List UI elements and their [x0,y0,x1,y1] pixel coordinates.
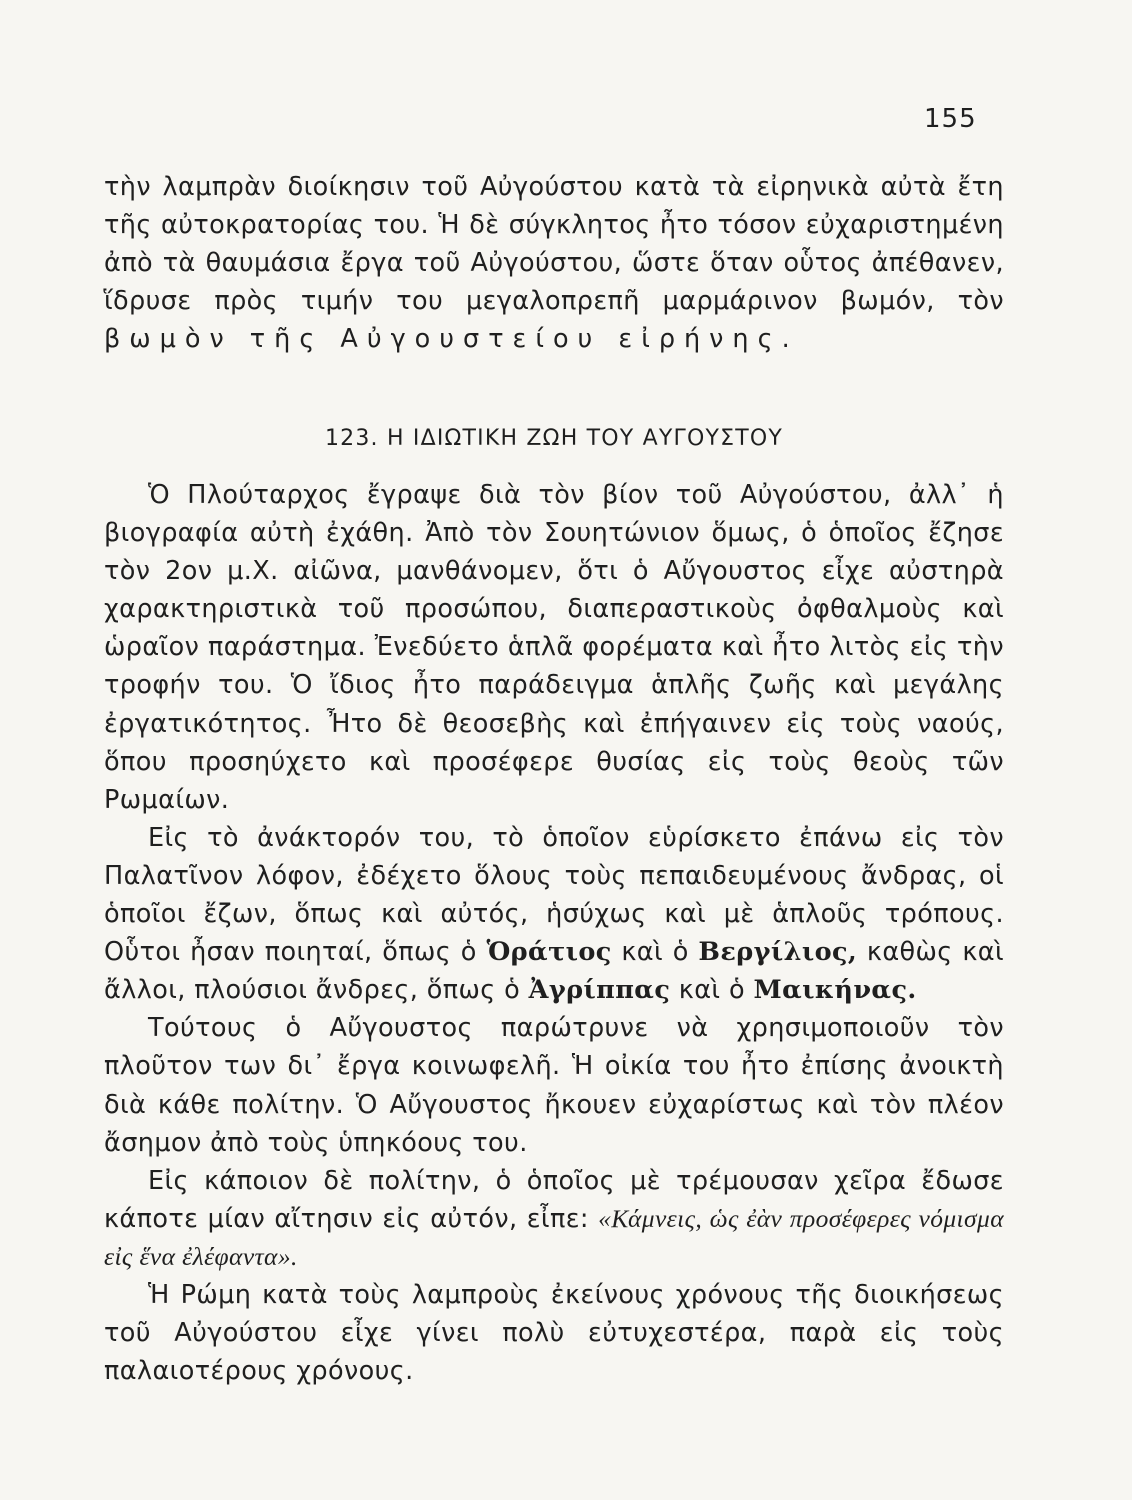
anecdote-text: Εἰς κάποιον δὲ πολίτην, ὁ ὁποῖος μὲ τρέμουσαν χεῖρα ἔδωσε κάποτε μίαν αἴτησιν εἰς αὐτόν, εἶπε: [104,1165,1004,1234]
palace-text-d: καὶ ὁ [678,975,745,1006]
paragraph-plutarch: Ὁ Πλούταρχος ἔγραψε διὰ τὸν βίον τοῦ Αὐγούστου, ἀλλ᾽ ἡ βιογραφία αὐτὴ ἐχάθη. Ἀπὸ τὸν Σουητώνιον ὅμως, ὁ ὁποῖος ἔζησε τὸν 2ον μ.Χ. αἰῶνα, μανθάνομεν, ὅτι ὁ Αὔγουστος εἶχε αὐστηρὰ χαρακτηριστικὰ τοῦ προσώπου, διαπεραστικοὺς ὀφθαλμοὺς καὶ ὡραῖον παράστημα. Ἐνεδύετο ἁπλᾶ φορέματα καὶ ἦτο λιτὸς εἰς τὴν τροφήν του. Ὁ ἴδιος ἦτο παράδειγμα ἁπλῆς ζωῆς καὶ μεγάλης ἐργατικότητος. Ἦτο δὲ θεοσεβὴς καὶ ἐπήγαινεν εἰς τοὺς ναούς, ὅπου προσηύχετο καὶ προσέφερε θυσίας εἰς τοὺς θεοὺς τῶν Ρωμαίων. [104,480,1004,815]
palace-text-b: καὶ ὁ [621,937,689,968]
name-agrippa: Ἀγρίππας [528,975,671,1006]
intro-end-text: . [781,324,791,355]
name-horatius: Ὁράτιος [486,937,612,968]
section-body [104,476,1004,1390]
section-heading: 123. Η ΙΔΙΩΤΙΚΗ ΖΩΗ ΤΟΥ ΑΥΓΟΥΣΤΟΥ [324,426,784,451]
emphasized-monument-name: βωμὸν τῆς Αὐγουστείου εἰρήνης [104,324,782,355]
intro-lead-text: τὴν λαμπρὰν διοίκησιν τοῦ Αὐγούστου κατὰ τὰ εἰρηνικὰ αὐτὰ ἔτη τῆς αὐτοκρατορίας του. Ἡ δὲ σύγκλητος ἦτο τόσον εὐχαριστημένη ἀπὸ τὰ θαυμάσια ἔργα τοῦ Αὐγούστου, ὥστε ὅταν οὗτος ἀπέθανεν, ἵδρυσε πρὸς τιμήν του μεγαλοπρεπῆ μαρμάρινον βωμόν, τὸν [104,172,1004,317]
name-vergilius: Βεργίλιος, [698,937,858,968]
paragraph-palace [104,819,1004,1009]
paragraph-anecdote [104,1162,1004,1276]
paragraph-rome: Ἡ Ρώμη κατὰ τοὺς λαμπροὺς ἐκείνους χρόνους τῆς διοικήσεως τοῦ Αὐγούστου εἶχε γίνει πολὺ εὐτυχεστέρα, παρὰ εἰς τοὺς παλαιοτέρους χρόνους. [104,1279,1004,1387]
name-maecenas: Μαικήνας. [753,975,917,1006]
palace-text-c: καθὼς καὶ ἄλλοι, πλούσιοι ἄνδρες, ὅπως ὁ [104,937,1004,1006]
page-number: 155 [924,104,977,134]
anecdote-quote: «Κάμνεις, ὡς ἐὰν προσέφερες νόμισμα εἰς ἕνα ἐλέφαντα». [104,1203,1005,1271]
paragraph-wealth: Τούτους ὁ Αὔγουστος παρώτρυνε νὰ χρησιμοποιοῦν τὸν πλοῦτον των δι᾽ ἔργα κοινωφελῆ. Ἡ οἰκία του ἦτο ἐπίσης ἀνοικτὴ διὰ κάθε πολίτην. Ὁ Αὔγουστος ἤκουεν εὐχαρίστως καὶ τὸν πλέον ἄσημον ἀπὸ τοὺς ὑπηκόους του. [104,1013,1004,1158]
intro-paragraph [104,168,1004,358]
palace-text-a: Εἰς τὸ ἀνάκτορόν του, τὸ ὁποῖον εὑρίσκετο ἐπάνω εἰς τὸν Παλατῖνον λόφον, ἐδέχετο ὅλους τοὺς πεπαιδευμένους ἄνδρας, οἱ ὁποῖοι ἔζων, ὅπως καὶ αὐτός, ἡσύχως καὶ μὲ ἁπλοῦς τρόπους. Οὗτοι ἦσαν ποιηταί, ὅπως ὁ [104,822,1004,968]
